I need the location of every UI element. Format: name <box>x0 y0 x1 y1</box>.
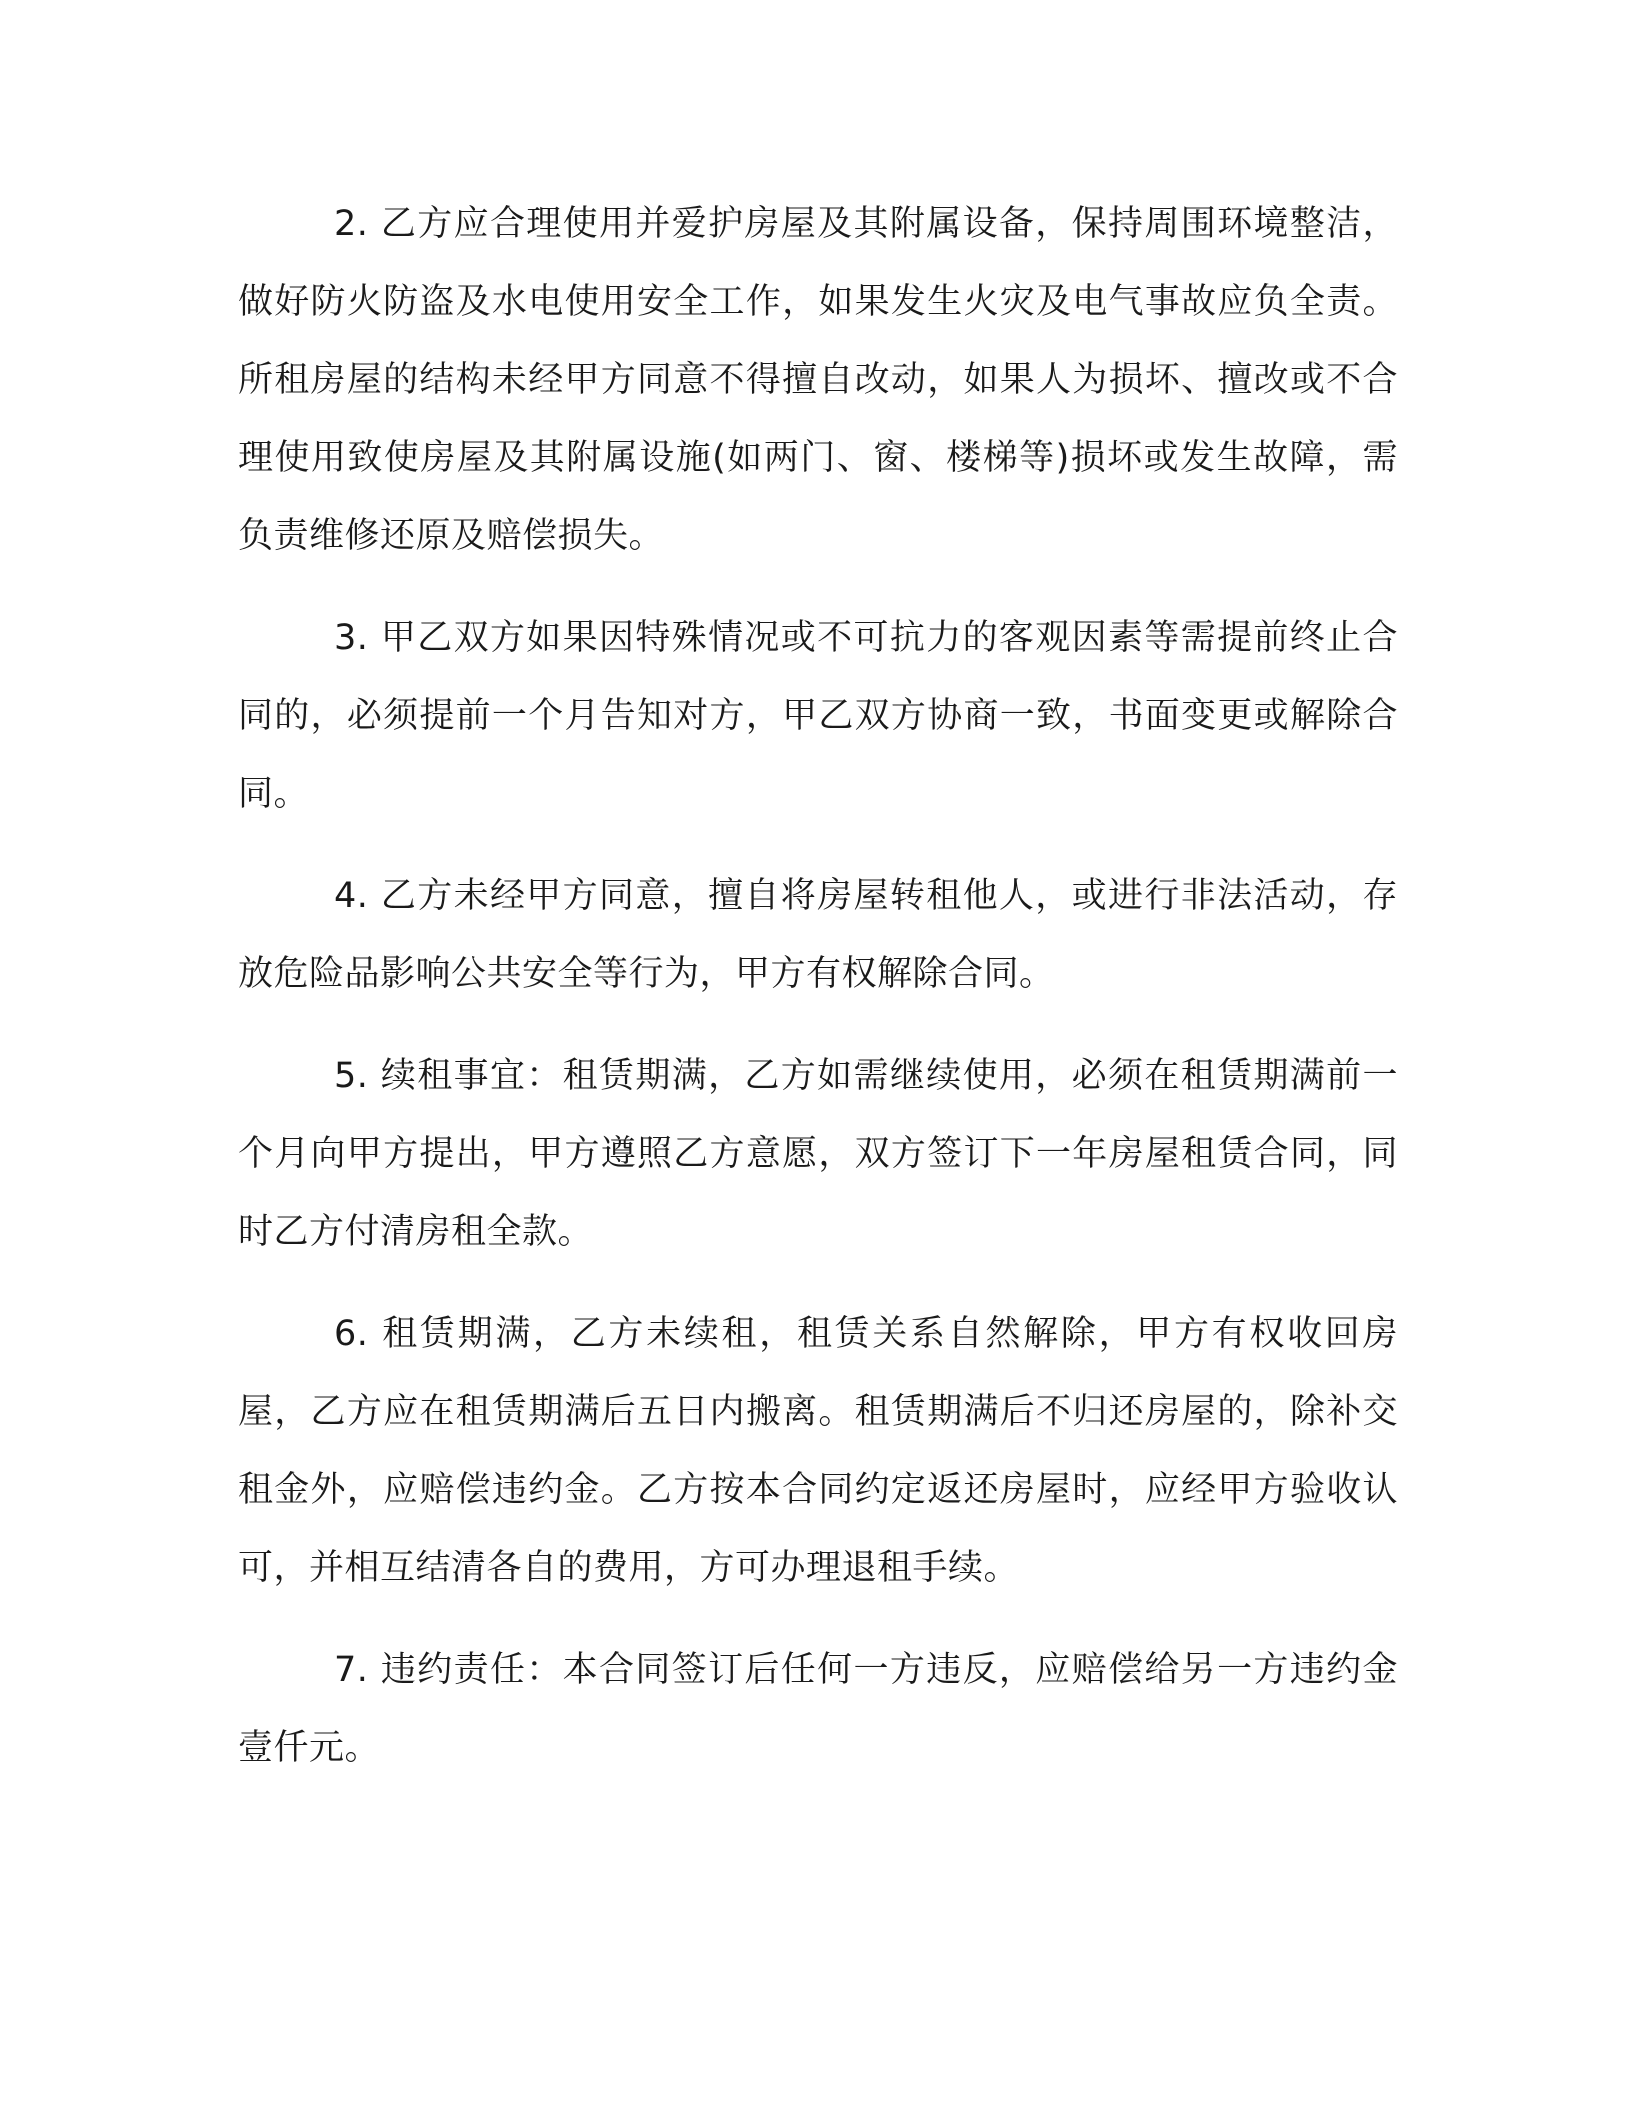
clause-5: 5. 续租事宜：租赁期满，乙方如需继续使用，必须在租赁期满前一个月向甲方提出，甲方遵照乙方意愿，双方签订下一年房屋租赁合同，同时乙方付清房租全款。 <box>238 1056 1398 1252</box>
clause-3: 3. 甲乙双方如果因特殊情况或不可抗力的客观因素等需提前终止合同的，必须提前一个月告知对方，甲乙双方协商一致，书面变更或解除合同。 <box>238 618 1398 814</box>
clause-4: 4. 乙方未经甲方同意，擅自将房屋转租他人，或进行非法活动，存放危险品影响公共安全等行为，甲方有权解除合同。 <box>238 876 1398 994</box>
clause-7: 7. 违约责任：本合同签订后任何一方违反，应赔偿给另一方违约金壹仟元。 <box>238 1650 1398 1768</box>
clause-2: 2. 乙方应合理使用并爱护房屋及其附属设备，保持周围环境整洁，做好防火防盗及水电使用安全工作，如果发生火灾及电气事故应负全责。所租房屋的结构未经甲方同意不得擅自改动，如果人为损坏、擅改或不合理使用致使房屋及其附属设施(如两门、窗、楼梯等)损坏或发生故障，需负责维修还原及赔偿损失。 <box>238 204 1398 556</box>
document-body <box>238 185 1398 1811</box>
clause-6: 6. 租赁期满，乙方未续租，租赁关系自然解除，甲方有权收回房屋，乙方应在租赁期满后五日内搬离。租赁期满后不归还房屋的，除补交租金外，应赔偿违约金。乙方按本合同约定返还房屋时，应经甲方验收认可，并相互结清各自的费用，方可办理退租手续。 <box>238 1314 1398 1588</box>
